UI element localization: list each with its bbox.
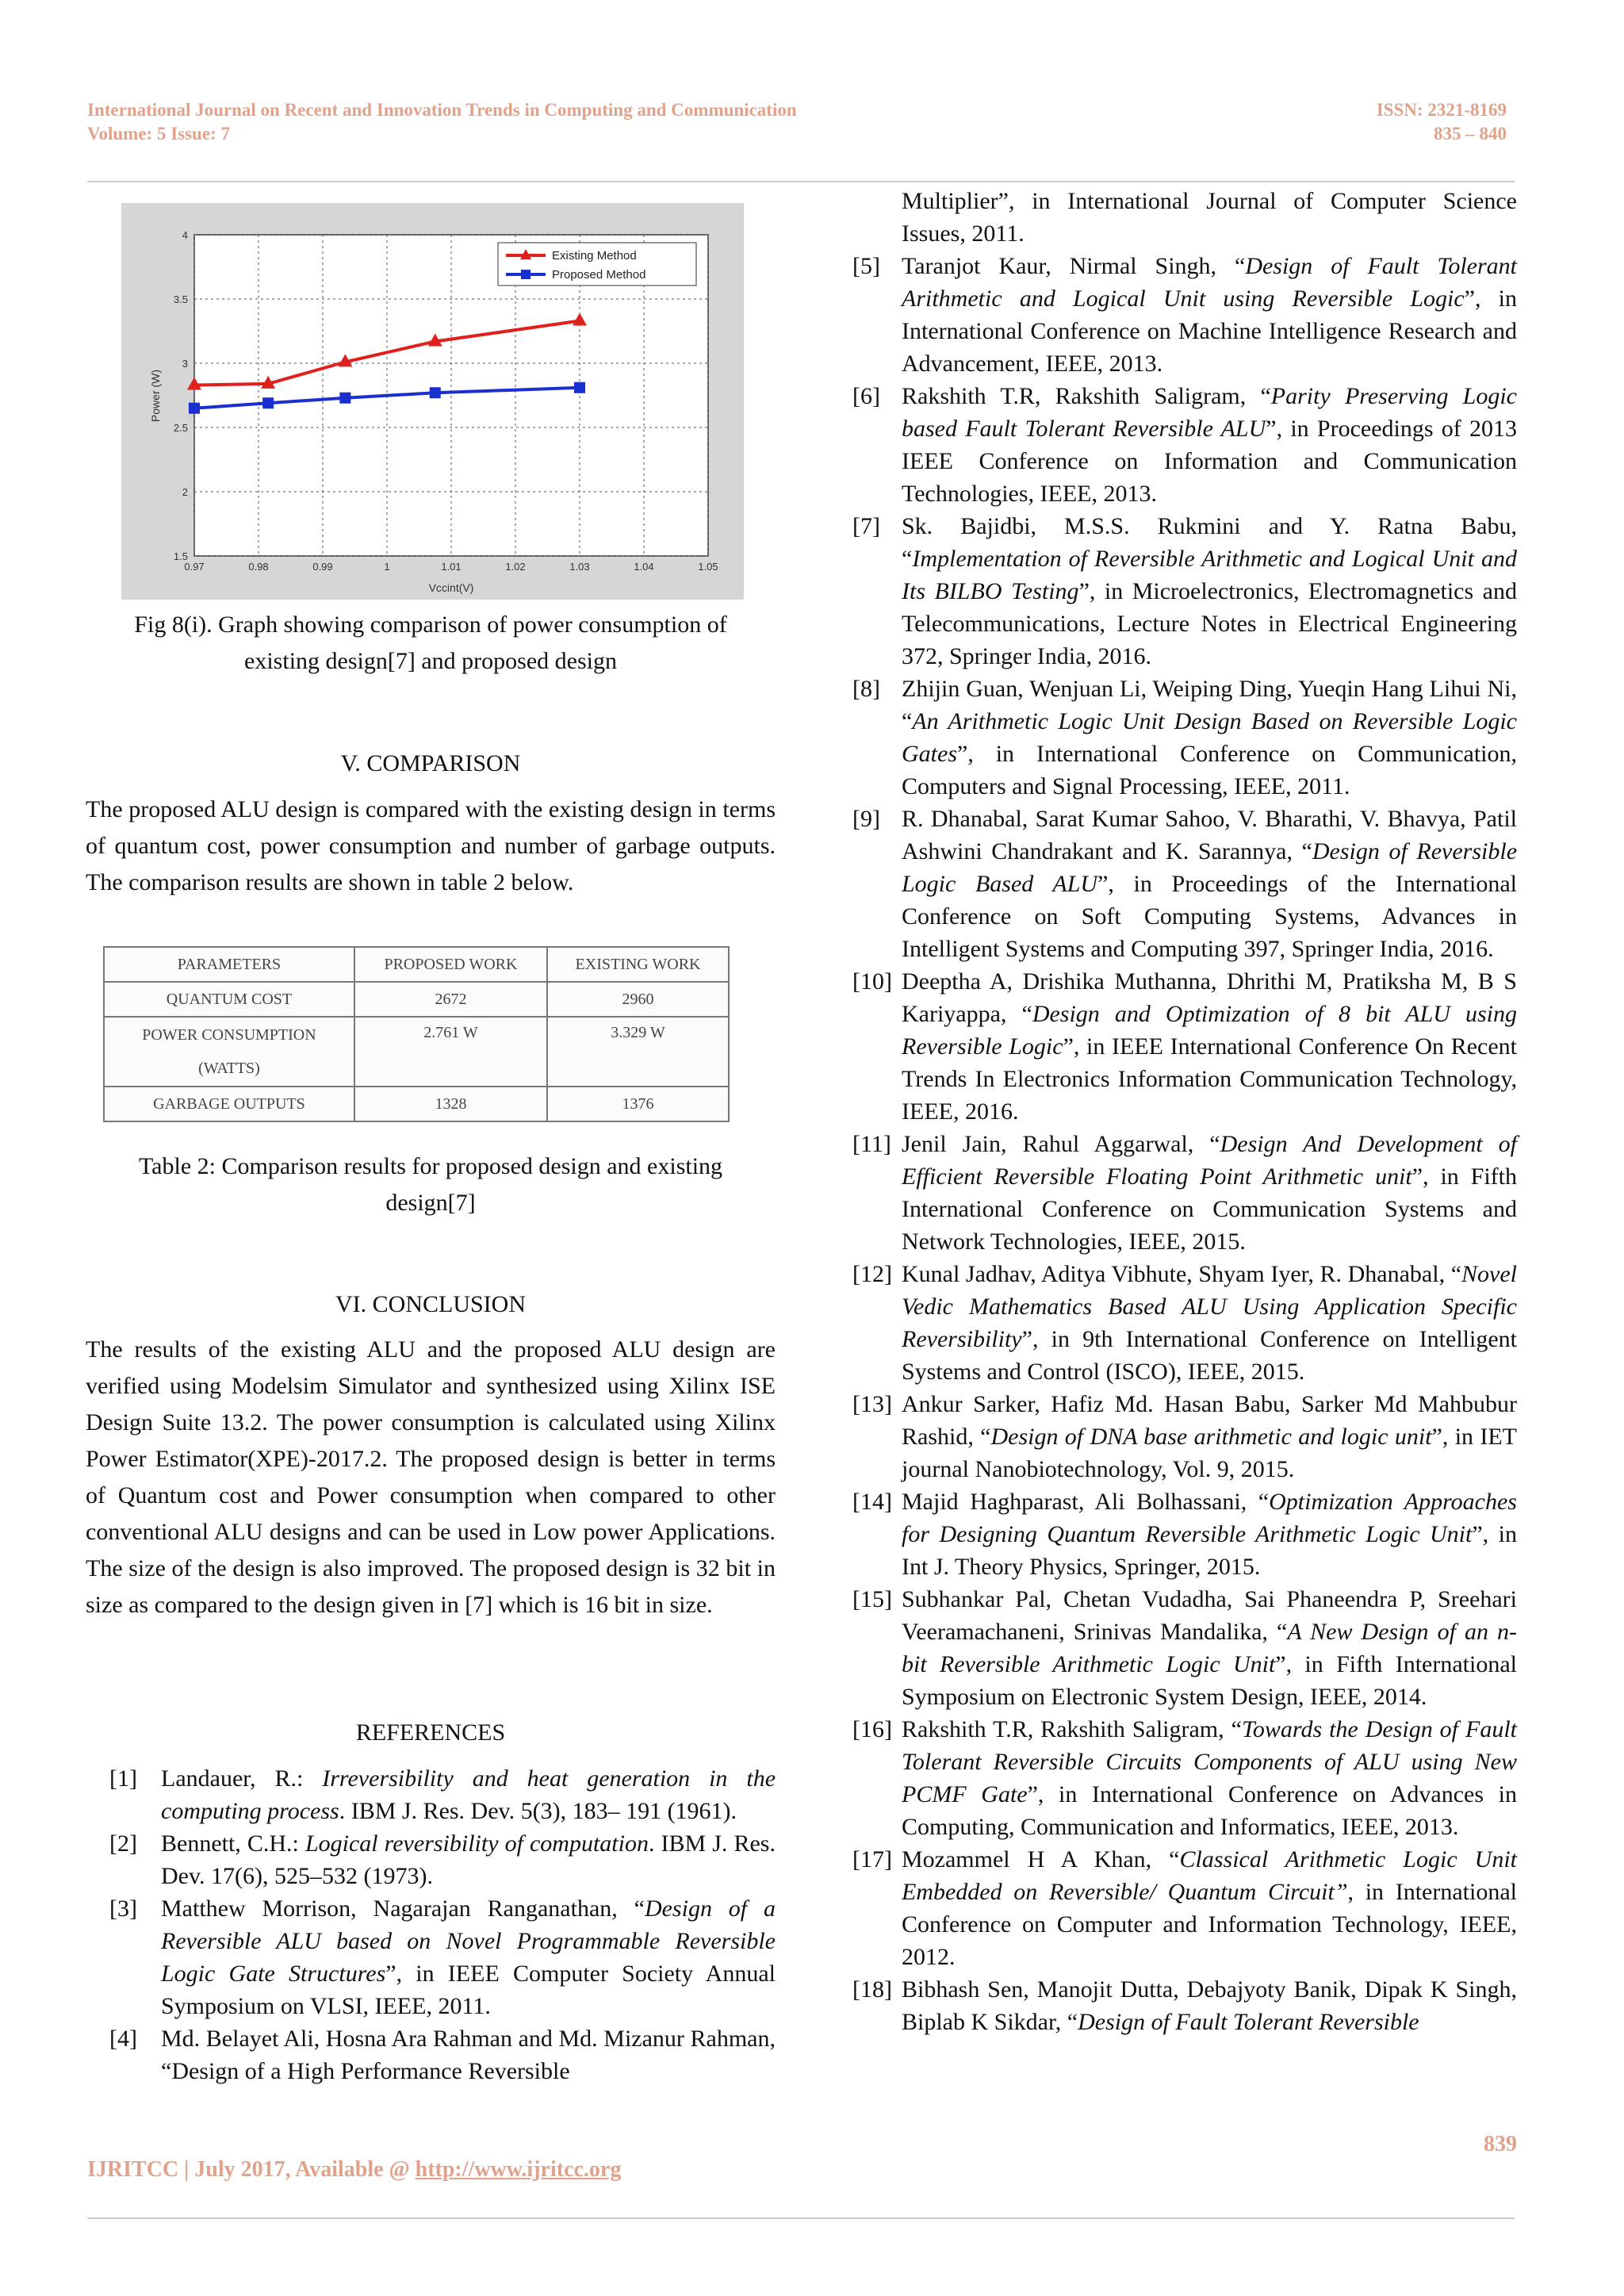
- reference-title: Design of Fault Tolerant Arithmetic and Logical Unit using Reversible Logic: [902, 253, 1517, 312]
- x-tick-label: 0.98: [248, 561, 269, 573]
- reference-text: [902, 1843, 1517, 1973]
- reference-number: [7]: [852, 513, 880, 539]
- reference-authors: Md. Belayet Ali, Hosna Ara Rahman and Md. Mizanur Rahman, “Design of a High Performance Reversible: [161, 2026, 776, 2084]
- reference-text: [902, 510, 1517, 673]
- figure-caption-line2: existing design[7] and proposed design: [244, 648, 617, 674]
- reference-item: [852, 250, 1517, 380]
- y-tick-label: 3: [182, 358, 188, 370]
- reference-number: [1]: [109, 1765, 137, 1792]
- reference-title: Design of Fault Tolerant Reversible: [1078, 2009, 1419, 2035]
- x-axis-label: Vccint(V): [428, 581, 474, 594]
- reference-number: [17]: [852, 1846, 892, 1872]
- reference-authors: R. Dhanabal, Sarat Kumar Sahoo, V. Bharathi, V. Bhavya, Patil Ashwini Chandrakant and K. Sarannya, “: [902, 806, 1517, 864]
- legend-marker: [521, 270, 530, 279]
- footer-link[interactable]: http://www.ijritcc.org: [415, 2157, 622, 2182]
- header-rule: [87, 181, 1515, 182]
- reference-item: [852, 1583, 1517, 1713]
- reference-item: [86, 1892, 776, 2022]
- reference-title: Parity Preserving Logic based Fault Tolerant Reversible ALU: [902, 383, 1517, 442]
- reference-item: [852, 185, 1517, 250]
- reference-item: [852, 673, 1517, 803]
- reference-number: [5]: [852, 253, 880, 279]
- reference-text: [161, 2022, 776, 2087]
- reference-title: Optimization Approaches for Designing Quantum Reversible Arithmetic Logic Unit: [902, 1489, 1517, 1547]
- footer-rule: [87, 2217, 1515, 2219]
- reference-venue: ”, in Proceedings of 2013 IEEE Conference on Information and Communication Technologies, IEEE, 2013.: [902, 416, 1517, 507]
- reference-authors: Jenil Jain, Rahul Aggarwal, “: [902, 1131, 1220, 1157]
- reference-venue: ”, in Fifth International Conference on Communication Systems and Network Technologies, IEEE, 2015.: [902, 1163, 1518, 1255]
- chart-legend: [498, 243, 696, 286]
- figure-caption: [86, 607, 776, 680]
- references-title: REFERENCES: [355, 1719, 506, 1746]
- reference-text: [902, 965, 1517, 1128]
- reference-text: [902, 1388, 1517, 1485]
- table-cell: GARBAGE OUTPUTS: [104, 1087, 354, 1121]
- reference-text: [902, 1713, 1517, 1843]
- section-title-conclusion: VI. CONCLUSION: [335, 1291, 526, 1317]
- table-row: [104, 1087, 729, 1121]
- table-cell: 2960: [547, 982, 729, 1017]
- reference-text: [902, 1258, 1517, 1388]
- x-tick-label: 0.99: [312, 561, 333, 573]
- reference-text: [902, 1583, 1517, 1713]
- reference-number: [10]: [852, 968, 892, 995]
- reference-item: [852, 803, 1517, 965]
- table-cell: 1376: [547, 1087, 729, 1121]
- reference-authors: Ankur Sarker, Hafiz Md. Hasan Babu, Sarker Md Mahbubur Rashid, “: [902, 1391, 1517, 1450]
- table-cell: 2672: [354, 982, 547, 1017]
- y-tick-label: 2.5: [173, 422, 188, 434]
- reference-venue: . IBM J. Res. Dev. 17(6), 525–532 (1973).: [161, 1830, 776, 1889]
- reference-authors: Bennett, C.H.:: [161, 1830, 305, 1857]
- figure-caption-line1: Fig 8(i). Graph showing comparison of power consumption of: [134, 611, 727, 638]
- table-header-cell: EXISTING WORK: [547, 947, 729, 982]
- reference-authors: Majid Haghparast, Ali Bolhassani, “: [902, 1489, 1270, 1515]
- page-range: 835 – 840: [1434, 124, 1507, 144]
- reference-authors: Kunal Jadhav, Aditya Vibhute, Shyam Iyer, R. Dhanabal, “: [902, 1261, 1462, 1287]
- reference-text: [902, 1128, 1517, 1258]
- conclusion-paragraph: The results of the existing ALU and the proposed ALU design are verified using Modelsim Simulator and synthesized using Xilinx ISE Design Suite 13.2. The power consumption is calculated using Xilinx Power Estimator(XPE)-2017.2. The proposed design is better in terms of Quantum cost and Power consumption when compared to other conventional ALU designs and can be used in Low power Applications. The size of the design is also improved. The proposed design is 32 bit in size as compared to the design given in [7] which is 16 bit in size.: [86, 1336, 776, 1618]
- data-point: [189, 403, 200, 414]
- reference-venue: ”, in IEEE International Conference On Recent Trends In Electronics Information Communication Technology, IEEE, 2016.: [902, 1033, 1517, 1125]
- footer-text: IJRITCC | July 2017, Available @: [87, 2157, 416, 2182]
- reference-title: Implementation of Reversible Arithmetic and Logical Unit and Its BILBO Testing: [902, 546, 1517, 604]
- power-consumption-label: POWER CONSUMPTION: [142, 1026, 316, 1044]
- reference-venue: . IBM J. Res. Dev. 5(3), 183– 191 (1961).: [339, 1798, 737, 1824]
- table-cell: QUANTUM COST: [104, 982, 354, 1017]
- reference-text: [161, 1827, 776, 1892]
- x-tick-label: 1.05: [698, 561, 718, 573]
- data-point: [430, 387, 441, 398]
- reference-title: An Arithmetic Logic Unit Design Based on Reversible Logic Gates: [902, 708, 1517, 767]
- references-left-column: [86, 1762, 776, 2087]
- reference-number: [13]: [852, 1391, 892, 1417]
- legend-label: Proposed Method: [552, 268, 646, 282]
- reference-item: [852, 510, 1517, 673]
- reference-authors: Deeptha A, Drishika Muthanna, Dhrithi M, Pratiksha M, B S Kariyappa, “: [902, 968, 1517, 1027]
- footer: [87, 2157, 621, 2183]
- reference-number: [12]: [852, 1261, 892, 1287]
- legend-label: Existing Method: [552, 249, 637, 263]
- y-tick-label: 2: [182, 486, 188, 498]
- data-point: [262, 397, 274, 408]
- y-axis-label: Power (W): [149, 369, 162, 423]
- reference-authors: Taranjot Kaur, Nirmal Singh, “: [902, 253, 1246, 279]
- reference-item: [852, 965, 1517, 1128]
- reference-number: [9]: [852, 806, 880, 832]
- reference-item: [852, 1258, 1517, 1388]
- table-caption-line2: design[7]: [385, 1190, 476, 1216]
- reference-number: [16]: [852, 1716, 892, 1742]
- reference-text: [902, 380, 1517, 510]
- table-header-cell: PARAMETERS: [104, 947, 354, 982]
- reference-title: Novel Vedic Mathematics Based ALU Using Application Specific Reversibility: [902, 1261, 1517, 1352]
- reference-authors: Rakshith T.R, Rakshith Saligram, “: [902, 1716, 1242, 1742]
- reference-venue: ”, in Proceedings of the International Conference on Soft Computing Systems, Advances in Intelligent Systems and Computing 397, Springer India, 2016.: [902, 871, 1517, 962]
- table-row: [104, 982, 729, 1017]
- running-header-right: [1377, 98, 1507, 146]
- reference-item: [86, 2022, 776, 2087]
- reference-text: [902, 673, 1517, 803]
- reference-title: Design And Development of Efficient Reversible Floating Point Arithmetic unit: [902, 1131, 1518, 1190]
- reference-authors: Landauer, R.:: [161, 1765, 323, 1792]
- table-caption: [86, 1148, 776, 1221]
- table-caption-line1: Table 2: Comparison results for proposed design and existing: [138, 1153, 723, 1179]
- reference-venue: ”, in International Conference on Communication, Computers and Signal Processing, IEEE, 2011.: [902, 741, 1517, 799]
- y-tick-label: 3.5: [173, 293, 188, 305]
- reference-title: Design and Optimization of 8 bit ALU using Reversible Logic: [902, 1001, 1517, 1060]
- reference-text: [161, 1892, 776, 2022]
- table-cell: 1328: [354, 1087, 547, 1121]
- reference-number: [4]: [109, 2026, 137, 2052]
- reference-venue: ”, in IEEE Computer Society Annual Symposium on VLSI, IEEE, 2011.: [161, 1961, 776, 2019]
- page-number: 839: [1484, 2132, 1517, 2156]
- x-tick-label: 1.04: [634, 561, 654, 573]
- power-unit-label: (WATTS): [198, 1060, 260, 1077]
- reference-item: [852, 1713, 1517, 1843]
- reference-text: [902, 1485, 1517, 1583]
- reference-item: [86, 1827, 776, 1892]
- comparison-paragraph: The proposed ALU design is compared with the existing design in terms of quantum cost, power consumption and number of garbage outputs. The comparison results are shown in table 2 below.: [86, 796, 776, 895]
- running-header: [87, 98, 797, 146]
- power-chart: [121, 203, 744, 600]
- reference-authors: Rakshith T.R, Rakshith Saligram, “: [902, 383, 1271, 409]
- journal-name: International Journal on Recent and Innovation Trends in Computing and Communication: [87, 100, 797, 120]
- reference-venue: ”, in International Conference on Machine Intelligence Research and Advancement, IEEE, 2013.: [902, 286, 1518, 377]
- section-title-comparison: V. COMPARISON: [340, 750, 521, 776]
- reference-item: [852, 1973, 1517, 2038]
- reference-title: Design of Reversible Logic Based ALU: [902, 838, 1518, 897]
- data-point: [574, 382, 585, 393]
- reference-item: [852, 1485, 1517, 1583]
- reference-item: [86, 1762, 776, 1827]
- reference-number: [6]: [852, 383, 880, 409]
- reference-number: [8]: [852, 676, 880, 702]
- reference-title: Irreversibility and heat generation in the computing process: [161, 1765, 776, 1824]
- volume-issue: Volume: 5 Issue: 7: [87, 124, 230, 144]
- reference-authors: Mozammel H A Khan, “: [902, 1846, 1180, 1872]
- table-header-cell: PROPOSED WORK: [354, 947, 547, 982]
- table-cell: 3.329 W: [547, 1017, 729, 1087]
- table-row: [104, 1017, 729, 1087]
- reference-text: [902, 1973, 1517, 2038]
- x-tick-label: 0.97: [184, 561, 205, 573]
- issn: ISSN: 2321-8169: [1376, 100, 1507, 120]
- reference-authors: Bibhash Sen, Manojit Dutta, Debajyoty Banik, Dipak K Singh, Biplab K Sikdar, “: [902, 1976, 1517, 2035]
- reference-number: [2]: [109, 1830, 137, 1857]
- reference-authors: Matthew Morrison, Nagarajan Ranganathan, “: [161, 1895, 645, 1922]
- reference-item: [852, 1128, 1517, 1258]
- y-tick-label: 4: [182, 229, 188, 241]
- reference-venue: ”, in Int J. Theory Physics, Springer, 2015.: [902, 1521, 1517, 1580]
- reference-title: Logical reversibility of computation: [304, 1830, 649, 1857]
- reference-item: [852, 1388, 1517, 1485]
- reference-number: [3]: [109, 1895, 137, 1922]
- x-tick-label: 1.03: [569, 561, 590, 573]
- reference-title: Classical Arithmetic Logic Unit Embedded on Reversible/ Quantum Circuit”: [902, 1846, 1517, 1905]
- reference-title: Towards the Design of Fault Tolerant Reversible Circuits Components of ALU using New PCMF Gate: [902, 1716, 1517, 1807]
- reference-number: [18]: [852, 1976, 892, 2003]
- figure-chart: [121, 203, 744, 600]
- table-header-row: [104, 947, 729, 982]
- x-tick-label: 1.01: [441, 561, 462, 573]
- reference-venue: ”, in IET journal Nanobiotechnology, Vol. 9, 2015.: [902, 1424, 1517, 1482]
- table-cell: [104, 1017, 354, 1087]
- y-tick-label: 1.5: [173, 550, 188, 562]
- reference-number: [15]: [852, 1586, 892, 1612]
- reference-text: [902, 250, 1517, 380]
- table-cell: 2.761 W: [354, 1017, 547, 1087]
- reference-title: A New Design of an n-bit Reversible Arithmetic Logic Unit: [902, 1619, 1517, 1677]
- reference-number: [11]: [852, 1131, 891, 1157]
- reference-venue: ”, in International Conference on Advances in Computing, Communication and Informatics, IEEE, 2013.: [902, 1781, 1517, 1840]
- x-tick-label: 1.02: [505, 561, 526, 573]
- reference-item: [852, 380, 1517, 510]
- reference-authors: Subhankar Pal, Chetan Vudadha, Sai Phaneendra P, Sreehari Veeramachaneni, Srinivas Mandalika, “: [902, 1586, 1517, 1645]
- reference-text: [161, 1762, 776, 1827]
- data-point: [339, 393, 350, 404]
- reference-title: Design of a Reversible ALU based on Novel Programmable Reversible Logic Gate Structures: [161, 1895, 776, 1987]
- references-right-column: [852, 185, 1517, 2038]
- reference-venue: ”, in Fifth International Symposium on Electronic System Design, IEEE, 2014.: [902, 1651, 1517, 1710]
- reference-authors: Multiplier”, in International Journal of Computer Science Issues, 2011.: [902, 188, 1517, 247]
- reference-authors: Zhijin Guan, Wenjuan Li, Weiping Ding, Yueqin Hang Lihui Ni, “: [902, 676, 1517, 734]
- reference-number: [14]: [852, 1489, 892, 1515]
- reference-item: [852, 1843, 1517, 1973]
- reference-authors: Sk. Bajidbi, M.S.S. Rukmini and Y. Ratna Babu, “: [902, 513, 1517, 572]
- comparison-table: [103, 946, 730, 1122]
- reference-venue: ”, in 9th International Conference on Intelligent Systems and Control (ISCO), IEEE, 2015.: [902, 1326, 1517, 1385]
- x-tick-label: 1: [384, 561, 390, 573]
- reference-venue: , in International Conference on Computer and Information Technology, IEEE, 2012.: [902, 1879, 1517, 1970]
- reference-text: [902, 803, 1517, 965]
- reference-number: [852, 185, 902, 250]
- reference-venue: ”, in Microelectronics, Electromagnetics and Telecommunications, Lecture Notes in Electrical Engineering 372, Springer India, 2016.: [902, 578, 1517, 669]
- reference-text: [902, 185, 1517, 250]
- reference-title: Design of DNA base arithmetic and logic unit: [990, 1424, 1432, 1450]
